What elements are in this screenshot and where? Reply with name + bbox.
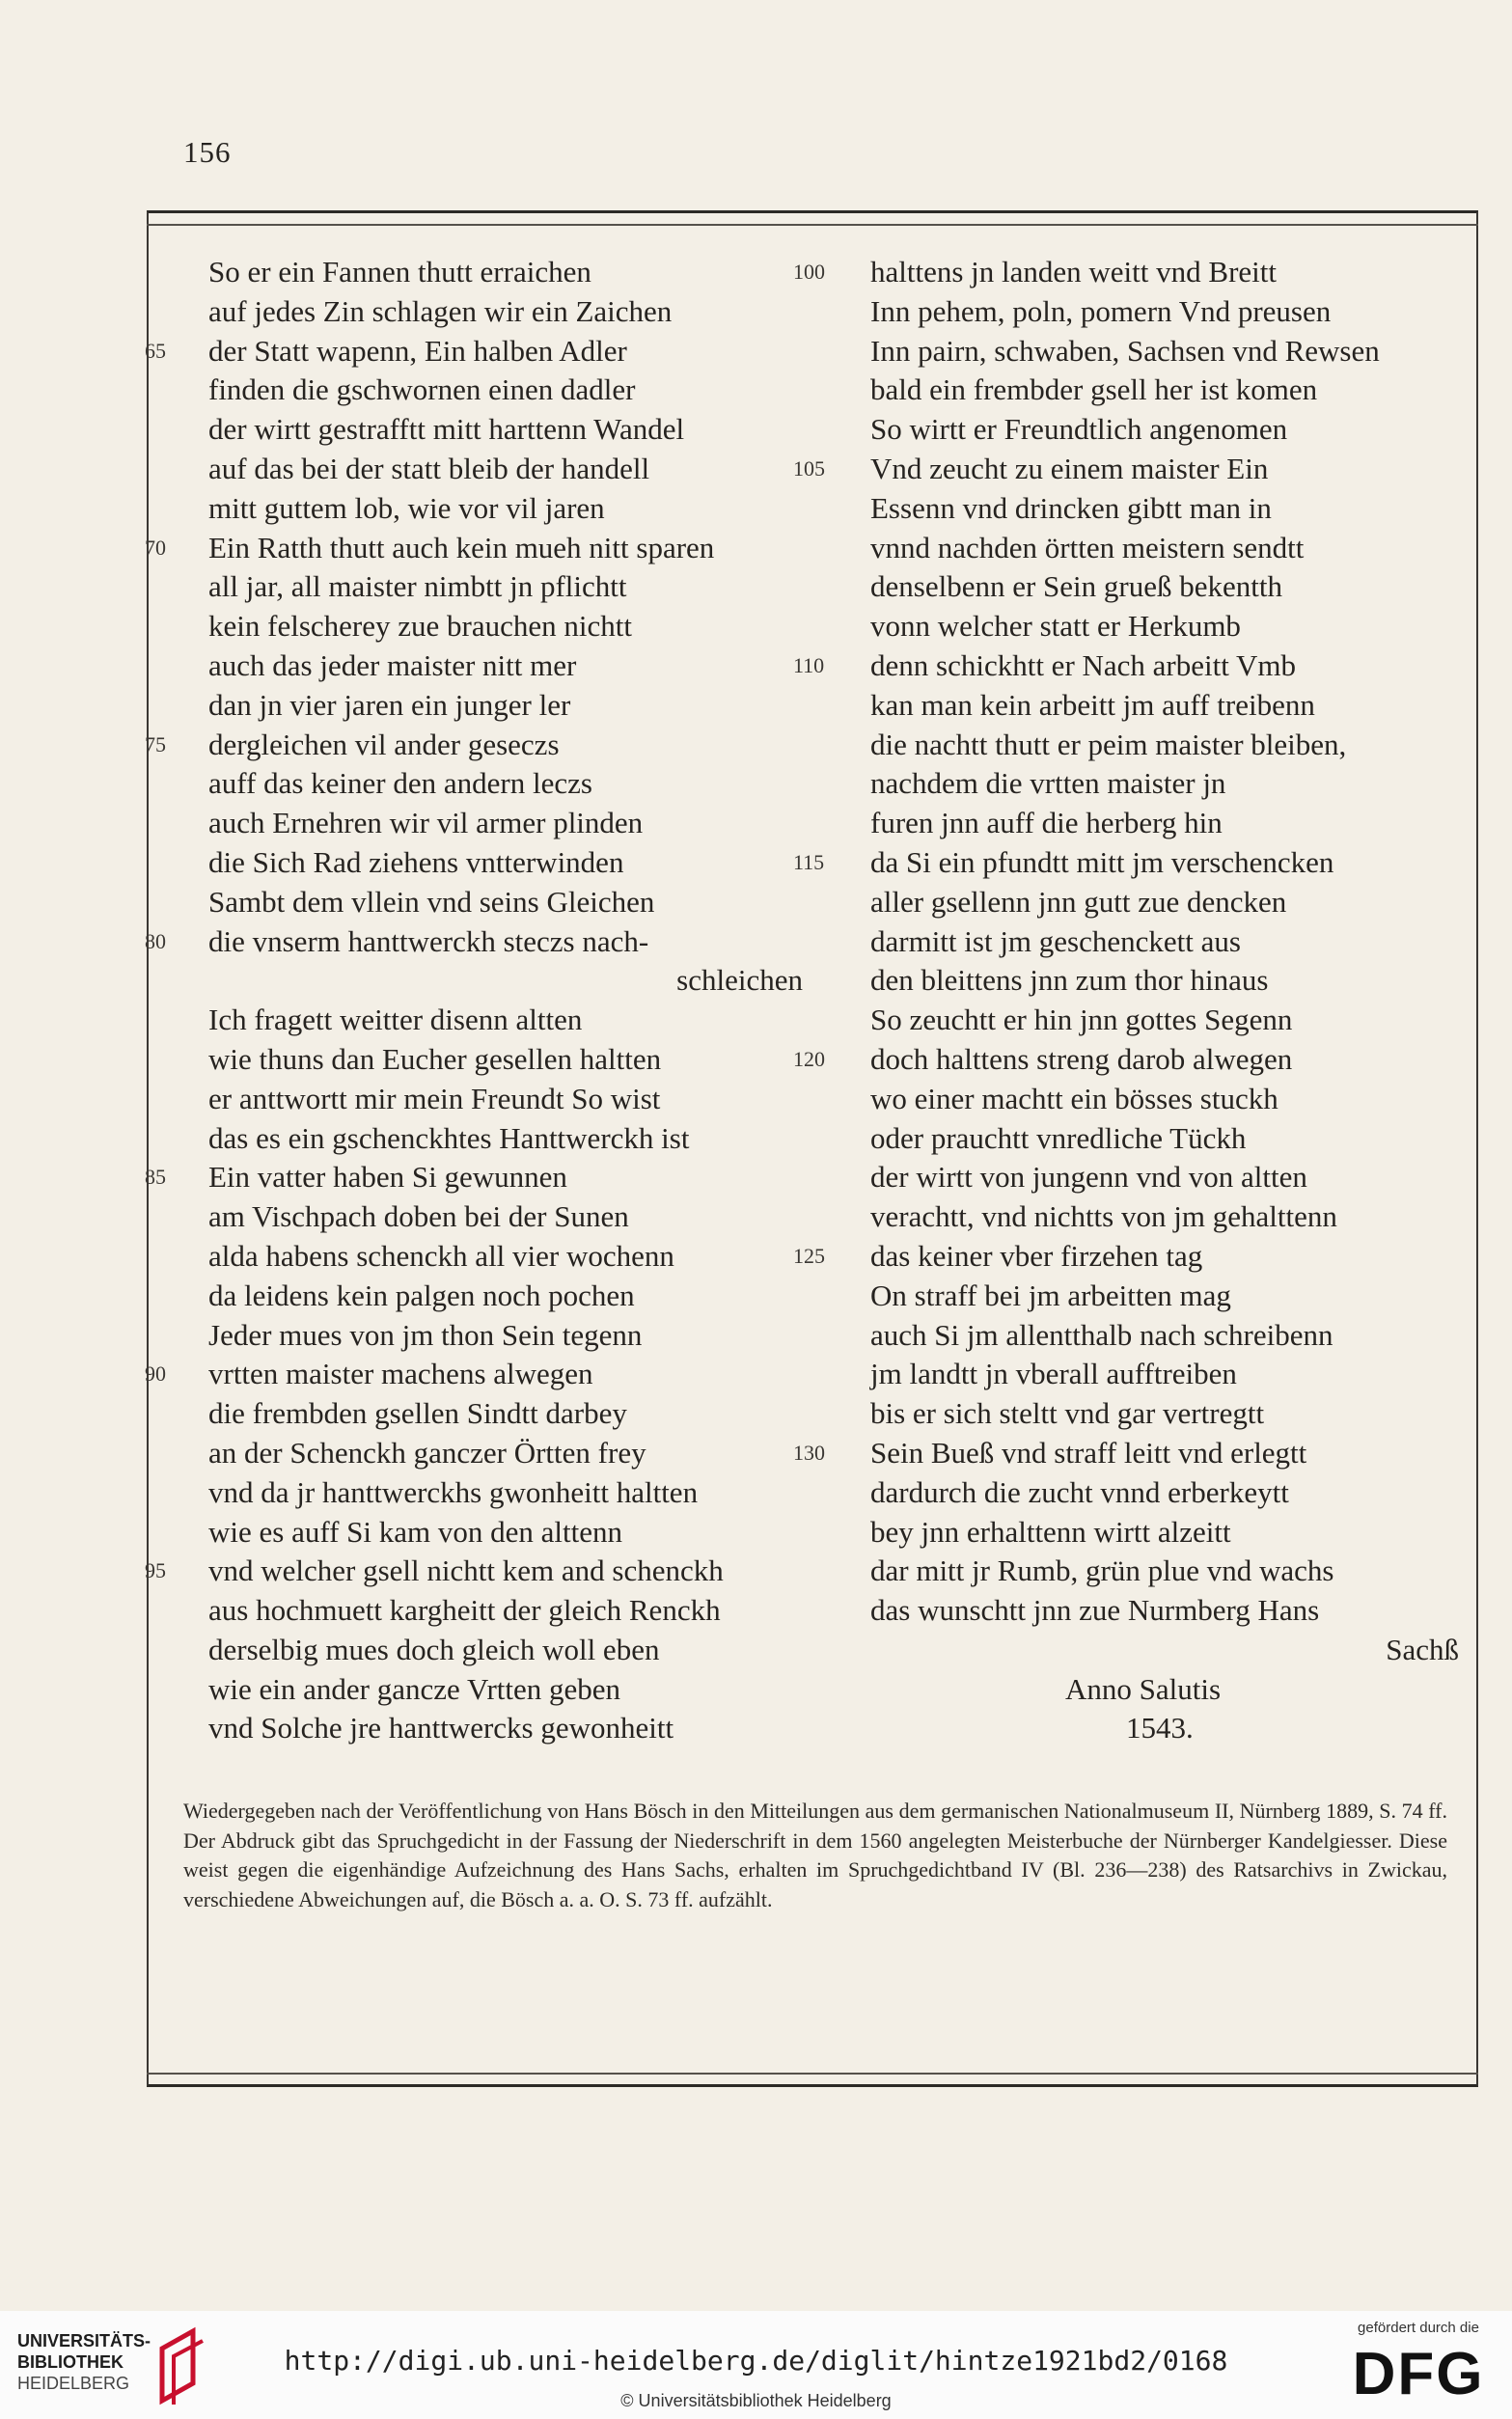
verse-text: Jeder mues von jm thon Sein tegenn <box>208 1317 643 1352</box>
verse-line <box>793 843 1469 883</box>
verse-line <box>793 1591 1469 1631</box>
verse-line <box>145 1709 811 1748</box>
verse-line <box>145 804 811 843</box>
verse-line <box>145 1316 811 1356</box>
verse-line <box>145 1552 811 1591</box>
verse-text: auch das jeder maister nitt mer <box>208 647 577 682</box>
verse-text: alda habens schenckh all vier wochenn <box>208 1238 674 1273</box>
page-number: 156 <box>183 135 232 169</box>
verse-line <box>145 567 811 607</box>
verse-text: das wunschtt jnn zue Nurmberg Hans <box>870 1593 1320 1628</box>
verse-line <box>793 686 1469 726</box>
verse-line <box>793 1277 1469 1316</box>
verse-line <box>793 1040 1469 1080</box>
verse-line <box>793 1513 1469 1553</box>
verse-line <box>145 726 811 765</box>
verse-text: vnnd nachden örtten meistern sendtt <box>870 530 1305 564</box>
verse-line <box>793 1434 1469 1473</box>
verse-text: verachtt, vnd nichtts von jm gehalttenn <box>870 1199 1337 1234</box>
verse-line <box>793 1119 1469 1159</box>
verse-line <box>145 646 811 686</box>
verse-line <box>145 1591 811 1631</box>
verse-text: dan jn vier jaren ein junger ler <box>208 687 571 722</box>
verse-text: doch halttens streng darob alwegen <box>870 1041 1293 1076</box>
verse-line <box>793 764 1469 804</box>
copyright-text: © Universitätsbibliothek Heidelberg <box>620 2391 892 2410</box>
verse-text: wie es auff Si kam von den alttenn <box>208 1514 623 1549</box>
verse-line <box>145 686 811 726</box>
verse-text: dergleichen vil ander geseczs <box>208 727 560 761</box>
verse-text: halttens jn landen weitt vnd Breitt <box>870 255 1277 289</box>
verse-text: So er ein Fannen thutt erraichen <box>208 255 591 289</box>
verse-text: wo einer machtt ein bösses stuckh <box>870 1081 1278 1115</box>
verse-line <box>145 1631 811 1670</box>
verse-line <box>793 567 1469 607</box>
verse-line <box>793 607 1469 646</box>
verse-text: vonn welcher statt er Herkumb <box>870 609 1241 644</box>
verse-text: die vnserm hanttwerckh steczs nach- <box>208 923 649 958</box>
line-number: 115 <box>793 849 825 874</box>
verse-line <box>145 843 811 883</box>
verse-text: Inn pehem, poln, pomern Vnd preusen <box>870 293 1332 328</box>
verse-line <box>793 646 1469 686</box>
verse-line <box>793 253 1469 292</box>
verse-line <box>145 1158 811 1197</box>
dfg-logo[interactable]: DFG <box>1352 2341 1485 2407</box>
verse-text: aller gsellenn jnn gutt zue dencken <box>870 884 1287 919</box>
verse-line <box>145 1434 811 1473</box>
permalink-url[interactable]: http://digi.ub.uni-heidelberg.de/diglit/hintze1921bd2/0168 <box>284 2345 1228 2377</box>
verse-line <box>145 1080 811 1119</box>
verse-text: So wirtt er Freundtlich angenomen <box>870 412 1288 447</box>
verse-text: jm landtt jn vberall aufftreiben <box>870 1357 1237 1391</box>
verse-line <box>793 1001 1469 1040</box>
frame-inner-rule-bottom <box>147 2073 1478 2075</box>
verse-line <box>793 292 1469 332</box>
verse-text: dardurch die zucht vnnd erberkeytt <box>870 1474 1289 1509</box>
verse-line <box>793 450 1469 489</box>
poem-left-column <box>145 253 811 1748</box>
verse-line <box>793 1355 1469 1394</box>
verse-text: kan man kein arbeitt jm auff treibenn <box>870 687 1315 722</box>
verse-line <box>793 1080 1469 1119</box>
verse-line <box>145 1237 811 1277</box>
verse-line <box>793 1670 1469 1710</box>
verse-text: der Statt wapenn, Ein halben Adler <box>208 333 627 368</box>
verse-line <box>145 1001 811 1040</box>
verse-text: wie thuns dan Eucher gesellen haltten <box>208 1041 662 1076</box>
verse-line <box>793 804 1469 843</box>
verse-line <box>793 1394 1469 1434</box>
verse-text: vnd welcher gsell nichtt kem and schenckh <box>208 1553 724 1588</box>
verse-line <box>793 1709 1469 1748</box>
verse-text: schleichen <box>676 963 803 998</box>
line-number: 130 <box>793 1440 825 1465</box>
verse-text: der wirtt von jungenn vnd von altten <box>870 1160 1307 1195</box>
line-number: 85 <box>145 1165 166 1190</box>
verse-text: Ich fragett weitter disenn altten <box>208 1003 583 1037</box>
verse-line <box>145 253 811 292</box>
verse-text: den bleittens jnn zum thor hinaus <box>870 963 1269 998</box>
verse-line <box>145 332 811 371</box>
line-number: 75 <box>145 731 166 756</box>
verse-line <box>793 726 1469 765</box>
verse-line <box>793 883 1469 922</box>
verse-text: all jar, all maister nimbtt jn pflichtt <box>208 569 627 604</box>
verse-line <box>145 410 811 450</box>
verse-line <box>145 371 811 410</box>
verse-text: Sambt dem vllein vnd seins Gleichen <box>208 884 655 919</box>
verse-text: Ein vatter haben Si gewunnen <box>208 1160 567 1195</box>
verse-line <box>145 529 811 568</box>
verse-text: wie ein ander gancze Vrtten geben <box>208 1671 621 1706</box>
poem-right-column <box>793 253 1469 1748</box>
line-number: 100 <box>793 260 825 284</box>
verse-text: oder prauchtt vnredliche Tückh <box>870 1120 1247 1155</box>
verse-text: Essenn vnd drincken gibtt man in <box>870 490 1272 525</box>
verse-text: On straff bei jm arbeitten mag <box>870 1278 1231 1312</box>
verse-text: Ein Ratth thutt auch kein mueh nitt sparen <box>208 530 715 564</box>
verse-text: auf jedes Zin schlagen wir ein Zaichen <box>208 293 673 328</box>
verse-line <box>145 1394 811 1434</box>
line-number: 105 <box>793 455 825 481</box>
verse-line <box>145 1277 811 1316</box>
verse-text: mitt guttem lob, wie vor vil jaren <box>208 490 605 525</box>
verse-text: Sachß <box>1386 1632 1459 1666</box>
verse-line <box>145 1513 811 1553</box>
verse-text: Inn pairn, schwaben, Sachsen vnd Rewsen <box>870 333 1380 368</box>
verse-text: die Sich Rad ziehens vntterwinden <box>208 844 624 879</box>
verse-line <box>793 332 1469 371</box>
verse-line <box>793 1197 1469 1237</box>
verse-line <box>145 1040 811 1080</box>
verse-text: der wirtt gestrafftt mitt harttenn Wandel <box>208 412 685 447</box>
library-name-line1: UNIVERSITÄTS- <box>17 2331 151 2350</box>
verse-line <box>145 764 811 804</box>
verse-line <box>793 1631 1469 1670</box>
verse-text: auch Si jm allentthalb nach schreibenn <box>870 1317 1333 1352</box>
line-number: 90 <box>145 1361 166 1387</box>
line-number: 125 <box>793 1243 825 1268</box>
verse-text: an der Schenckh ganczer Örtten frey <box>208 1435 646 1470</box>
verse-line <box>145 922 811 962</box>
verse-text: vnd Solche jre hanttwercks gewonheitt <box>208 1711 674 1746</box>
funding-caption: gefördert durch die <box>1358 2320 1479 2336</box>
library-name-line2: BIBLIOTHEK <box>17 2352 124 2372</box>
verse-line <box>145 1670 811 1710</box>
verse-text: da leidens kein palgen noch pochen <box>208 1278 635 1312</box>
verse-text: bald ein frembder gsell her ist komen <box>870 372 1318 407</box>
verse-text: da Si ein pfundtt mitt jm verschencken <box>870 844 1334 879</box>
verse-text: denn schickhtt er Nach arbeitt Vmb <box>870 647 1297 682</box>
verse-line <box>145 450 811 489</box>
verse-text: denselbenn er Sein grueß bekentth <box>870 569 1282 604</box>
verse-text: er anttwortt mir mein Freundt So wist <box>208 1081 661 1115</box>
line-number: 80 <box>145 928 166 953</box>
verse-line <box>793 410 1469 450</box>
verse-text: die frembden gsellen Sindtt darbey <box>208 1396 627 1431</box>
verse-line <box>793 922 1469 962</box>
line-number: 110 <box>793 652 825 677</box>
verse-line <box>793 961 1469 1001</box>
verse-text: Anno Salutis <box>1065 1671 1222 1706</box>
verse-line <box>145 292 811 332</box>
verse-text: furen jnn auff die herberg hin <box>870 806 1223 840</box>
verse-text: 1543. <box>1126 1711 1194 1746</box>
verse-text: am Vischpach doben bei der Sunen <box>208 1199 629 1234</box>
verse-text: auch Ernehren wir vil armer plinden <box>208 806 644 840</box>
verse-line <box>145 1473 811 1513</box>
verse-text: derselbig mues doch gleich woll eben <box>208 1632 660 1666</box>
verse-text: nachdem die vrtten maister jn <box>870 766 1226 801</box>
verse-text: darmitt ist jm geschenckett aus <box>870 923 1241 958</box>
verse-line <box>793 1473 1469 1513</box>
verse-line <box>793 1316 1469 1356</box>
verse-line <box>145 1197 811 1237</box>
verse-line <box>793 529 1469 568</box>
verse-line <box>793 1237 1469 1277</box>
verse-line <box>793 1158 1469 1197</box>
verse-text: das keiner vber firzehen tag <box>870 1238 1203 1273</box>
verse-text: finden die gschwornen einen dadler <box>208 372 636 407</box>
verse-text: auf das bei der statt bleib der handell <box>208 451 650 485</box>
verse-text: bey jnn erhalttenn wirtt alzeitt <box>870 1514 1231 1549</box>
verse-line <box>145 489 811 529</box>
verse-line <box>145 1355 811 1394</box>
line-number: 95 <box>145 1558 166 1583</box>
verse-text: dar mitt jr Rumb, grün plue vnd wachs <box>870 1553 1334 1588</box>
editorial-note: Wiedergegeben nach der Veröffentlichung von Hans Bösch in den Mitteilungen aus dem germanischen Nationalmuseum II, Nürnberg 1889, S. 74 ff. Der Abdruck gibt das Spruchgedicht in der Fassung der Niederschrift in dem 1560 angelegten Meisterbuche der Nürnberger Kandelgiesser. Diese weist gegen die eigenhändige Aufzeichnung des Hans Sachs, erhalten im Spruchgedichtband IV (Bl. 236—238) des Ratsarchivs in Zwickau, verschiedene Abweichungen auf, die Bösch a. a. O. S. 73 ff. aufzählt. <box>183 1799 1447 1911</box>
line-number: 120 <box>793 1046 825 1071</box>
verse-line <box>145 607 811 646</box>
verse-line <box>145 883 811 922</box>
verse-text: vnd da jr hanttwerckhs gwonheitt haltten <box>208 1474 699 1509</box>
verse-text: aus hochmuett kargheitt der gleich Renckh <box>208 1593 721 1628</box>
verse-text: bis er sich steltt vnd gar vertregtt <box>870 1396 1265 1431</box>
verse-line <box>145 961 811 1001</box>
verse-text: Vnd zeucht zu einem maister Ein <box>870 451 1269 485</box>
verse-text: auff das keiner den andern leczs <box>208 766 592 801</box>
verse-text: vrtten maister machens alwegen <box>208 1357 593 1391</box>
verse-line <box>145 1119 811 1159</box>
verse-text: das es ein gschenckhtes Hanttwerckh ist <box>208 1120 690 1155</box>
verse-text: So zeuchtt er hin jnn gottes Segenn <box>870 1003 1293 1037</box>
frame-inner-rule-top <box>147 224 1478 226</box>
verse-text: Sein Bueß vnd straff leitt vnd erlegtt <box>870 1435 1307 1470</box>
verse-text: kein felscherey zue brauchen nichtt <box>208 609 632 644</box>
line-number: 70 <box>145 535 166 560</box>
library-name-line3: HEIDELBERG <box>17 2374 130 2393</box>
verse-line <box>793 371 1469 410</box>
verse-line <box>793 489 1469 529</box>
line-number: 65 <box>145 338 166 363</box>
verse-text: die nachtt thutt er peim maister bleiben, <box>870 727 1347 761</box>
verse-line <box>793 1552 1469 1591</box>
